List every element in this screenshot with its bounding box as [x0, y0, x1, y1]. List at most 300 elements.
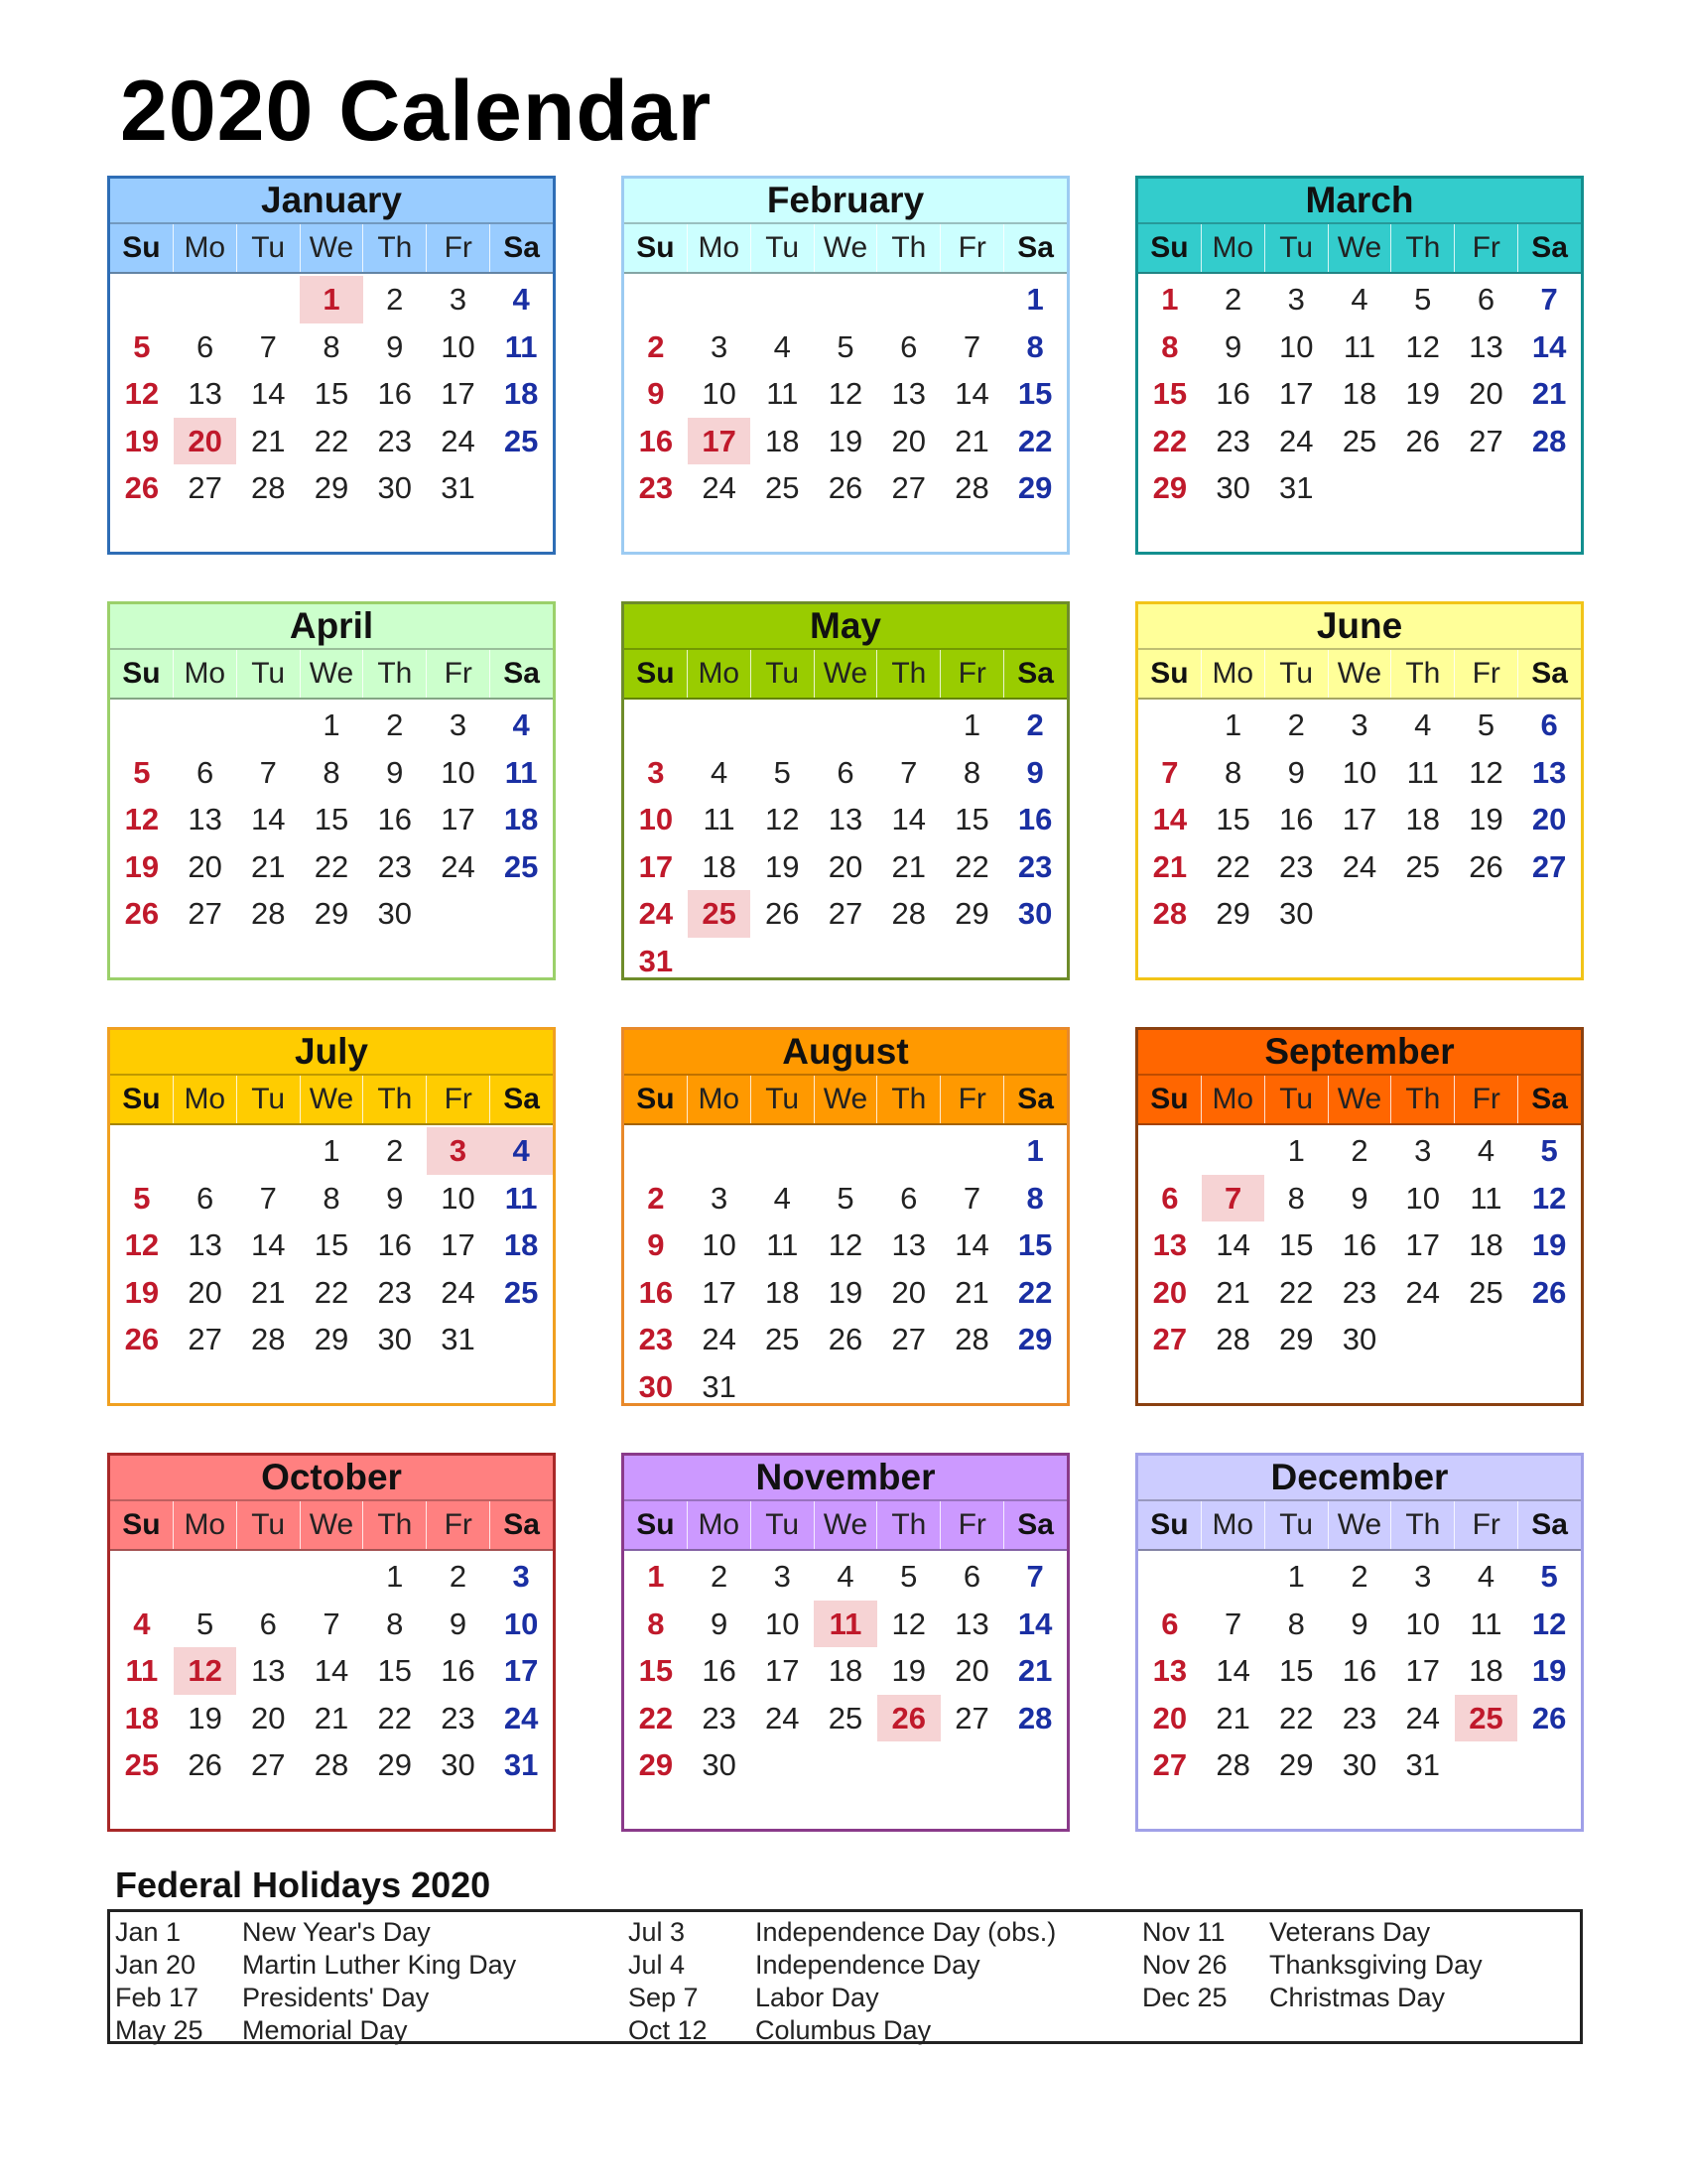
day-cell: 16 — [1017, 802, 1053, 836]
empty-cell — [750, 1363, 814, 1411]
day-cell: 24 — [1279, 423, 1314, 458]
weekday-label: Th — [362, 650, 426, 698]
month-december — [1135, 1453, 1584, 1832]
holiday-row — [1142, 1949, 1609, 1982]
day-cell: 3 — [1414, 1133, 1432, 1168]
day-cell: 29 — [1279, 1322, 1314, 1356]
day-cell: 3 — [427, 1127, 490, 1175]
weekday-label: Su — [1150, 231, 1189, 264]
week-row — [1138, 1221, 1581, 1269]
weekday-label: Mo — [173, 224, 236, 272]
day-cell: 24 — [702, 1322, 736, 1356]
weekday-label: We — [1328, 1076, 1391, 1123]
day-cell: 6 — [259, 1606, 277, 1641]
day-cell: 18 — [503, 802, 539, 836]
day-cell: 21 — [314, 1700, 349, 1735]
empty-cell — [814, 1741, 877, 1789]
day-cell: 24 — [638, 896, 674, 931]
week-row — [1138, 843, 1581, 891]
day-cell: 11 — [125, 1653, 159, 1688]
empty-cell — [174, 1553, 237, 1601]
weekday-label: Tu — [236, 224, 300, 272]
day-cell: 29 — [955, 896, 989, 931]
weekday-label: Th — [1390, 1076, 1454, 1123]
day-cell: 3 — [1414, 1559, 1432, 1594]
day-cell: 30 — [441, 1747, 475, 1782]
day-cell: 10 — [441, 328, 475, 364]
day-cell: 2 — [710, 1559, 728, 1594]
weekday-header — [1138, 648, 1581, 700]
empty-cell — [110, 1127, 174, 1175]
weekday-label: Tu — [750, 650, 814, 698]
day-cell: 20 — [891, 1274, 926, 1310]
week-row — [624, 938, 1067, 985]
weekday-header — [624, 1499, 1067, 1551]
day-cell: 29 — [1017, 470, 1053, 505]
day-cell: 10 — [765, 1606, 800, 1641]
day-cell: 15 — [1017, 376, 1053, 411]
day-cell: 26 — [1531, 1274, 1567, 1310]
weekday-label: Mo — [1201, 650, 1264, 698]
day-cell: 9 — [386, 328, 404, 364]
day-cell: 27 — [891, 1322, 926, 1356]
day-cell: 4 — [489, 1127, 553, 1175]
day-cell: 25 — [828, 1700, 863, 1735]
empty-cell — [814, 1127, 877, 1175]
month-days — [110, 1125, 553, 1363]
day-cell: 2 — [449, 1559, 467, 1594]
empty-cell — [1138, 1553, 1202, 1601]
day-cell: 25 — [1405, 848, 1440, 884]
empty-cell — [1391, 890, 1455, 938]
month-days — [110, 274, 553, 512]
day-cell: 6 — [900, 328, 918, 364]
week-row — [1138, 1647, 1581, 1695]
weekday-label: Fr — [940, 1076, 1003, 1123]
holiday-row — [628, 1982, 1095, 2014]
weekday-header — [624, 222, 1067, 274]
day-cell: 7 — [259, 754, 277, 790]
month-name: October — [110, 1456, 553, 1499]
month-name: November — [624, 1456, 1067, 1499]
day-cell: 13 — [1152, 1653, 1188, 1688]
week-row — [1138, 1741, 1581, 1789]
day-cell: 28 — [251, 470, 286, 505]
day-cell: 14 — [1216, 1653, 1250, 1688]
day-cell: 12 — [1405, 328, 1440, 364]
empty-cell — [1138, 1127, 1202, 1175]
day-cell: 4 — [133, 1606, 151, 1641]
day-cell: 25 — [124, 1747, 160, 1782]
day-cell: 2 — [1287, 707, 1305, 742]
day-cell: 10 — [503, 1606, 539, 1641]
day-cell: 9 — [710, 1606, 728, 1641]
day-cell: 21 — [1216, 1274, 1250, 1310]
day-cell: 5 — [837, 328, 854, 364]
day-cell: 13 — [251, 1653, 286, 1688]
day-cell: 26 — [765, 896, 800, 931]
empty-cell — [814, 702, 877, 749]
weekday-label: We — [1328, 650, 1391, 698]
day-cell: 18 — [1469, 1653, 1503, 1688]
day-cell: 7 — [1202, 1175, 1265, 1222]
month-name: September — [1138, 1030, 1581, 1074]
day-cell: 15 — [638, 1653, 674, 1688]
empty-cell — [688, 938, 751, 985]
weekday-label: Fr — [1454, 224, 1517, 272]
day-cell: 11 — [766, 376, 799, 411]
day-cell: 27 — [1152, 1322, 1188, 1356]
holiday-name: Veterans Day — [1269, 1917, 1431, 1947]
day-cell: 7 — [1161, 754, 1179, 790]
day-cell: 27 — [891, 470, 926, 505]
day-cell: 21 — [955, 1274, 989, 1310]
month-days — [624, 274, 1067, 512]
day-cell: 20 — [1531, 802, 1567, 836]
day-cell: 25 — [1342, 423, 1377, 458]
week-row — [1138, 1127, 1581, 1175]
day-cell: 28 — [1017, 1700, 1053, 1735]
day-cell: 12 — [765, 802, 800, 836]
day-cell: 15 — [314, 1227, 349, 1262]
day-cell: 22 — [314, 848, 349, 884]
day-cell: 5 — [1540, 1559, 1558, 1594]
week-row — [624, 1221, 1067, 1269]
weekday-label: Sa — [1517, 1076, 1581, 1123]
weekday-label: We — [300, 1076, 363, 1123]
day-cell: 1 — [647, 1559, 665, 1594]
month-days — [1138, 274, 1581, 512]
day-cell: 13 — [188, 376, 222, 411]
weekday-label: Th — [362, 1076, 426, 1123]
day-cell: 10 — [1279, 328, 1314, 364]
week-row — [1138, 464, 1581, 512]
week-row — [624, 464, 1067, 512]
day-cell: 10 — [441, 754, 475, 790]
empty-cell — [814, 1363, 877, 1411]
weekday-label: Tu — [1264, 1501, 1328, 1549]
weekday-label: Fr — [426, 650, 489, 698]
day-cell: 26 — [124, 1322, 160, 1356]
weekday-label: Sa — [489, 224, 553, 272]
empty-cell — [1455, 1316, 1518, 1363]
weekday-label: We — [300, 650, 363, 698]
month-days — [624, 1551, 1067, 1789]
weekday-label: Tu — [236, 1501, 300, 1549]
empty-cell — [750, 702, 814, 749]
holiday-date: Sep 7 — [628, 1983, 699, 2012]
day-cell: 20 — [174, 418, 237, 465]
weekday-label: Fr — [940, 650, 1003, 698]
day-cell: 24 — [1405, 1700, 1440, 1735]
day-cell: 1 — [1287, 1559, 1305, 1594]
holiday-row — [115, 1949, 582, 1982]
day-cell: 22 — [1017, 423, 1053, 458]
day-cell: 29 — [314, 896, 349, 931]
day-cell: 11 — [504, 328, 538, 364]
day-cell: 15 — [1279, 1227, 1314, 1262]
weekday-label: Mo — [1201, 224, 1264, 272]
week-row — [624, 702, 1067, 749]
weekday-label: Sa — [489, 1076, 553, 1123]
day-cell: 11 — [504, 1180, 538, 1216]
week-row — [1138, 1269, 1581, 1317]
month-july — [107, 1027, 556, 1406]
weekday-label: Th — [1390, 1501, 1454, 1549]
day-cell: 14 — [314, 1653, 349, 1688]
day-cell: 18 — [1342, 376, 1377, 411]
empty-cell — [877, 1127, 941, 1175]
weekday-label: Sa — [1003, 1076, 1067, 1123]
day-cell: 4 — [512, 707, 530, 742]
day-cell: 16 — [1216, 376, 1250, 411]
week-row — [110, 276, 553, 323]
day-cell: 3 — [710, 328, 728, 364]
holiday-name: Memorial Day — [242, 2015, 408, 2045]
week-row — [1138, 370, 1581, 418]
day-cell: 30 — [377, 1322, 412, 1356]
day-cell: 14 — [1216, 1227, 1250, 1262]
week-row — [110, 1601, 553, 1648]
day-cell: 18 — [702, 848, 736, 884]
weekday-label: Sa — [489, 650, 553, 698]
day-cell: 21 — [1216, 1700, 1250, 1735]
day-cell: 24 — [702, 470, 736, 505]
day-cell: 19 — [1405, 376, 1440, 411]
weekday-label: Su — [636, 1083, 675, 1115]
day-cell: 15 — [1017, 1227, 1053, 1262]
month-days — [624, 1125, 1067, 1410]
day-cell: 27 — [188, 896, 222, 931]
month-november — [621, 1453, 1070, 1832]
month-may — [621, 601, 1070, 980]
day-cell: 25 — [765, 1322, 800, 1356]
month-name: January — [110, 179, 553, 222]
month-name: August — [624, 1030, 1067, 1074]
holiday-name: Presidents' Day — [242, 1983, 430, 2012]
day-cell: 18 — [503, 1227, 539, 1262]
week-row — [624, 370, 1067, 418]
day-cell: 15 — [1279, 1653, 1314, 1688]
holiday-name: Martin Luther King Day — [242, 1950, 517, 1980]
day-cell: 13 — [891, 1227, 926, 1262]
empty-cell — [877, 1741, 941, 1789]
week-row — [624, 749, 1067, 797]
empty-cell — [1202, 1127, 1265, 1175]
week-row — [624, 1601, 1067, 1648]
day-cell: 6 — [963, 1559, 981, 1594]
day-cell: 20 — [1152, 1700, 1188, 1735]
week-row — [624, 1695, 1067, 1742]
day-cell: 18 — [765, 1274, 800, 1310]
weekday-label: Su — [1150, 657, 1189, 690]
day-cell: 2 — [386, 282, 404, 317]
holiday-date: Jan 20 — [115, 1950, 196, 1980]
day-cell: 11 — [814, 1601, 877, 1648]
empty-cell — [1517, 890, 1581, 938]
weekday-label: Fr — [1454, 1076, 1517, 1123]
day-cell: 7 — [900, 754, 918, 790]
weekday-label: Fr — [426, 1501, 489, 1549]
day-cell: 23 — [638, 470, 674, 505]
weekday-label: Fr — [426, 1076, 489, 1123]
holiday-column — [115, 1916, 582, 2047]
day-cell: 17 — [441, 1227, 475, 1262]
week-row — [110, 890, 553, 938]
day-cell: 29 — [1279, 1747, 1314, 1782]
day-cell: 26 — [1405, 423, 1440, 458]
week-row — [1138, 796, 1581, 843]
empty-cell — [624, 1127, 688, 1175]
day-cell: 27 — [1531, 848, 1567, 884]
day-cell: 15 — [377, 1653, 412, 1688]
weekday-label: We — [300, 224, 363, 272]
holiday-name: Independence Day — [755, 1950, 980, 1980]
month-september — [1135, 1027, 1584, 1406]
empty-cell — [750, 938, 814, 985]
day-cell: 13 — [1531, 754, 1567, 790]
day-cell: 22 — [377, 1700, 412, 1735]
day-cell: 23 — [377, 848, 412, 884]
week-row — [110, 1175, 553, 1222]
weekday-label: Th — [362, 224, 426, 272]
day-cell: 10 — [1405, 1606, 1440, 1641]
day-cell: 30 — [1342, 1747, 1377, 1782]
day-cell: 6 — [195, 328, 214, 364]
day-cell: 9 — [1026, 754, 1044, 790]
day-cell: 6 — [1161, 1180, 1179, 1216]
day-cell: 13 — [1469, 328, 1503, 364]
weekday-label: Mo — [173, 1501, 236, 1549]
day-cell: 9 — [1287, 754, 1305, 790]
empty-cell — [624, 702, 688, 749]
day-cell: 9 — [647, 1227, 665, 1262]
week-row — [624, 1127, 1067, 1175]
holiday-column — [628, 1916, 1095, 2047]
day-cell: 12 — [124, 802, 160, 836]
day-cell: 22 — [1017, 1274, 1053, 1310]
day-cell: 16 — [377, 376, 412, 411]
holiday-row — [628, 1949, 1095, 1982]
day-cell: 8 — [1161, 328, 1179, 364]
day-cell: 17 — [1405, 1653, 1440, 1688]
weekday-header — [110, 1074, 553, 1125]
day-cell: 23 — [1342, 1274, 1377, 1310]
day-cell: 1 — [963, 707, 981, 742]
day-cell: 8 — [1026, 328, 1044, 364]
day-cell: 25 — [1455, 1695, 1518, 1742]
empty-cell — [941, 1741, 1004, 1789]
day-cell: 14 — [251, 376, 286, 411]
day-cell: 14 — [1152, 802, 1188, 836]
holiday-date: Feb 17 — [115, 1983, 199, 2012]
month-days — [1138, 700, 1581, 938]
day-cell: 27 — [251, 1747, 286, 1782]
empty-cell — [941, 276, 1004, 323]
day-cell: 31 — [702, 1368, 736, 1404]
week-row — [110, 1221, 553, 1269]
day-cell: 12 — [1531, 1606, 1567, 1641]
page-title: 2020 Calendar — [120, 64, 713, 159]
day-cell: 6 — [195, 1180, 214, 1216]
day-cell: 14 — [891, 802, 926, 836]
day-cell: 2 — [647, 328, 665, 364]
day-cell: 11 — [1470, 1606, 1502, 1641]
day-cell: 25 — [1469, 1274, 1503, 1310]
week-row — [624, 1741, 1067, 1789]
week-row — [110, 464, 553, 512]
day-cell: 7 — [1026, 1559, 1044, 1594]
day-cell: 20 — [1469, 376, 1503, 411]
empty-cell — [1517, 464, 1581, 512]
day-cell: 16 — [638, 423, 674, 458]
weekday-label: Su — [122, 231, 161, 264]
day-cell: 15 — [1216, 802, 1250, 836]
day-cell: 6 — [837, 754, 854, 790]
holiday-date: Jul 3 — [628, 1917, 686, 1947]
month-days — [1138, 1551, 1581, 1789]
week-row — [110, 749, 553, 797]
day-cell: 31 — [1279, 470, 1314, 505]
day-cell: 11 — [1470, 1180, 1502, 1216]
day-cell: 3 — [1351, 707, 1368, 742]
day-cell: 26 — [828, 1322, 863, 1356]
day-cell: 30 — [638, 1368, 674, 1404]
month-april — [107, 601, 556, 980]
empty-cell — [489, 464, 553, 512]
weekday-label: Mo — [173, 1076, 236, 1123]
day-cell: 9 — [449, 1606, 467, 1641]
day-cell: 8 — [1026, 1180, 1044, 1216]
day-cell: 16 — [702, 1653, 736, 1688]
day-cell: 31 — [441, 470, 475, 505]
week-row — [624, 1363, 1067, 1411]
month-days — [110, 700, 553, 938]
empty-cell — [750, 276, 814, 323]
week-row — [1138, 276, 1581, 323]
day-cell: 4 — [710, 754, 728, 790]
day-cell: 12 — [124, 1227, 160, 1262]
empty-cell — [300, 1553, 363, 1601]
day-cell: 8 — [386, 1606, 404, 1641]
day-cell: 9 — [647, 376, 665, 411]
day-cell: 3 — [512, 1559, 530, 1594]
day-cell: 23 — [638, 1322, 674, 1356]
day-cell: 7 — [259, 1180, 277, 1216]
week-row — [1138, 749, 1581, 797]
holidays-title: Federal Holidays 2020 — [115, 1864, 491, 1905]
day-cell: 11 — [1343, 328, 1376, 364]
month-name: December — [1138, 1456, 1581, 1499]
week-row — [1138, 890, 1581, 938]
weekday-label: Fr — [940, 224, 1003, 272]
holiday-row — [1142, 1916, 1609, 1949]
day-cell: 30 — [377, 470, 412, 505]
day-cell: 1 — [386, 1559, 404, 1594]
day-cell: 7 — [1224, 1606, 1242, 1641]
holiday-row — [628, 2014, 1095, 2047]
day-cell: 19 — [1531, 1653, 1567, 1688]
day-cell: 24 — [441, 1274, 475, 1310]
day-cell: 27 — [828, 896, 863, 931]
day-cell: 15 — [955, 802, 989, 836]
day-cell: 20 — [1152, 1274, 1188, 1310]
day-cell: 14 — [955, 1227, 989, 1262]
weekday-label: Th — [876, 650, 940, 698]
day-cell: 13 — [828, 802, 863, 836]
weekday-label: Su — [636, 657, 675, 690]
day-cell: 11 — [1406, 754, 1439, 790]
